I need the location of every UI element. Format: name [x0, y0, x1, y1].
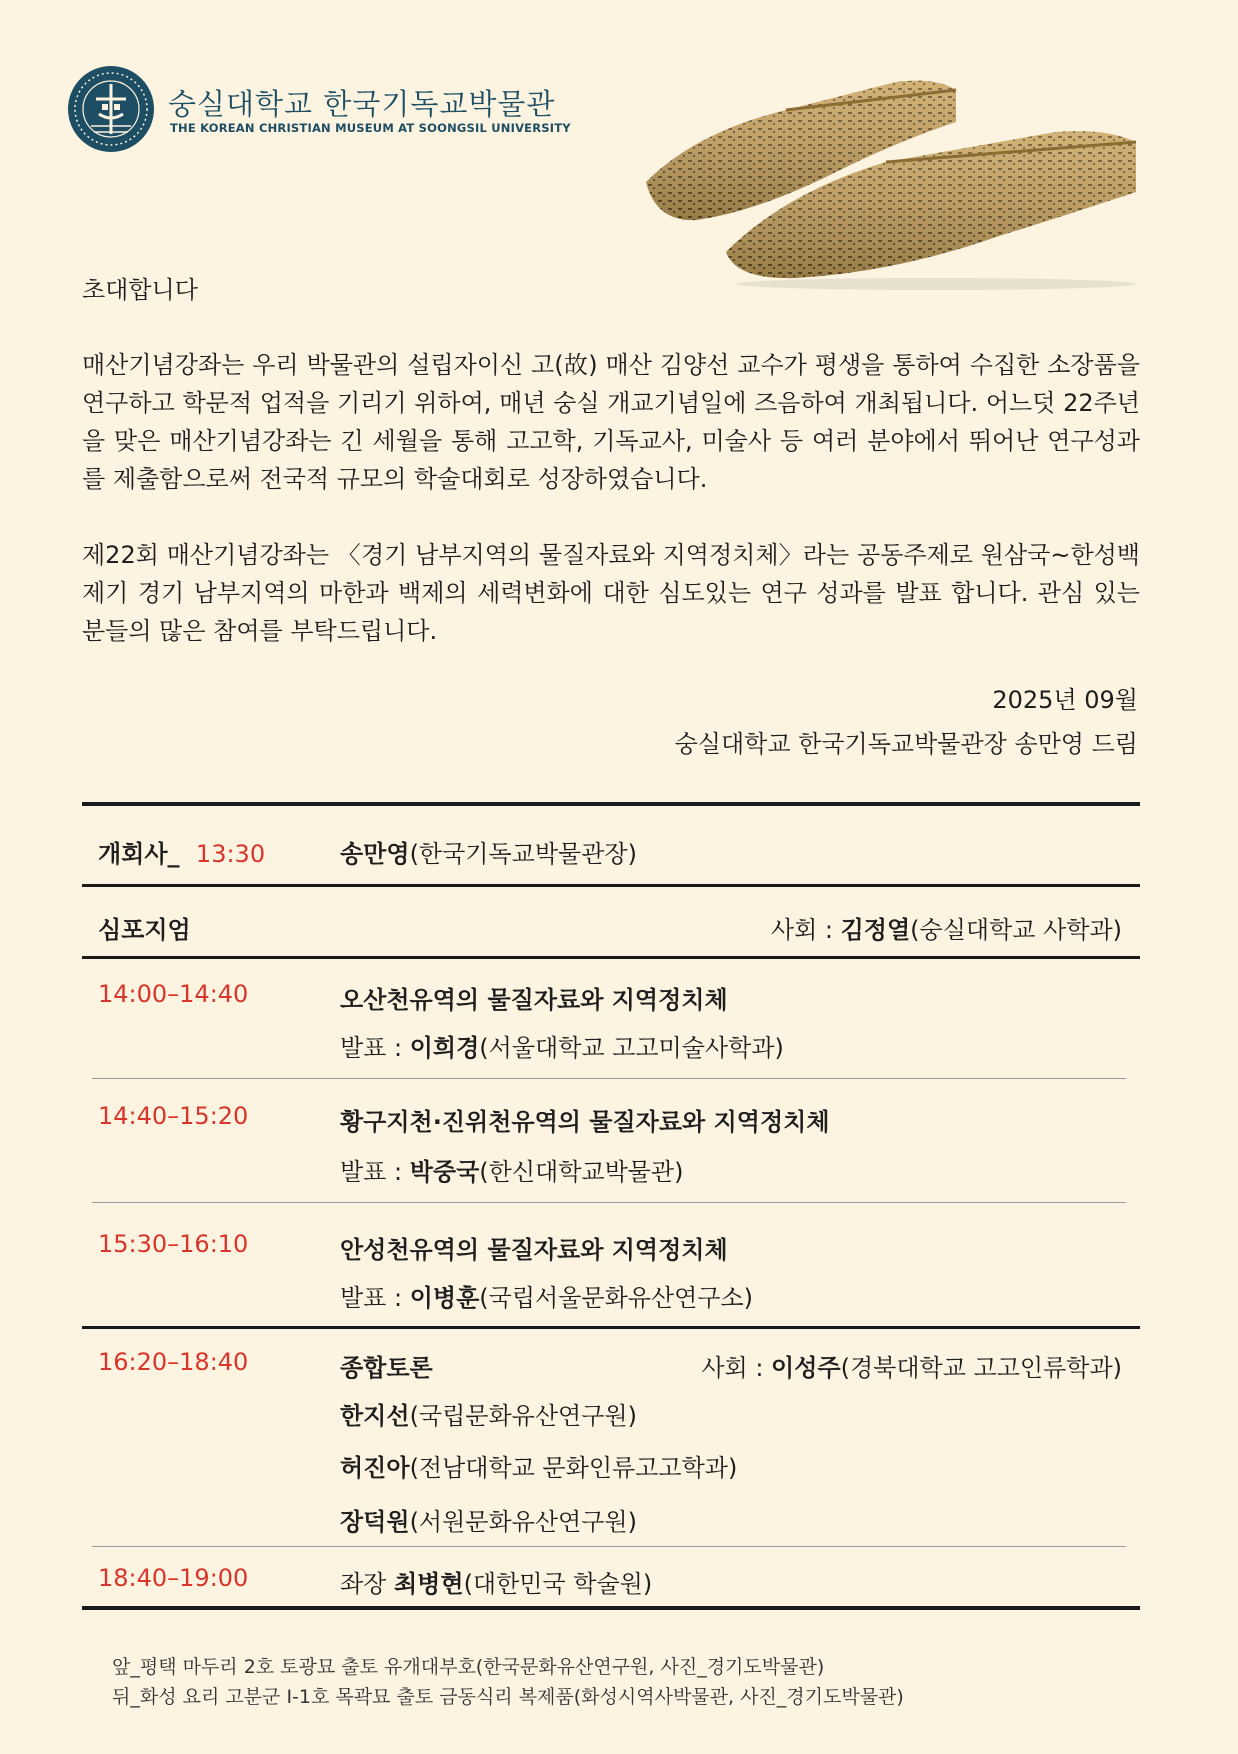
- talk-affiliation: (한신대학교박물관): [479, 1158, 684, 1186]
- museum-seal-icon: [66, 64, 156, 154]
- panelist: [340, 1502, 637, 1537]
- discussion-time: 16:20–18:40: [98, 1348, 249, 1376]
- opening-speaker-line: [340, 834, 637, 869]
- greeting-heading: 초대합니다: [82, 276, 198, 304]
- discussion-divider: [92, 1546, 1126, 1547]
- talk-presenter: 이희경: [409, 1034, 480, 1062]
- intro-paragraph: 매산기념강좌는 우리 박물관의 설립자이신 고(故) 매산 김양선 교수가 평생을 통하여 수집한 소장품을 연구하고 학문적 업적을 기리기 위하여, 매년 숭실 개교기념일에 즈음하여 개최됩니다. 어느덧 22주년을 맞은 매산기념강좌는 긴 세월을 통해 고고학, 기독교사, 미술사 등 여러 분야에서 뛰어난 연구성과를 제출함으로써 전국적 규모의 학술대회로 성장하였습니다.: [82, 351, 1140, 493]
- panelist-affiliation: (서원문화유산연구원): [409, 1508, 637, 1536]
- talk-presenter: 이병훈: [409, 1284, 480, 1312]
- program-bottom-rule: [82, 1606, 1140, 1610]
- closing-name: 최병현: [394, 1570, 464, 1598]
- talk-title: 안성천유역의 물질자료와 지역정치체: [340, 1236, 728, 1264]
- theme-paragraph: 제22회 매산기념강좌는 〈경기 남부지역의 물질자료와 지역정치체〉라는 공동주제로 원삼국~한성백제기 경기 남부지역의 마한과 백제의 세력변화에 대한 심도있는 연구 성과를 발표 합니다. 관심 있는 분들의 많은 참여를 부탁드립니다.: [82, 541, 1140, 645]
- talk-presenter-line: [340, 1028, 784, 1063]
- panelist: [340, 1448, 737, 1483]
- symposium-moderator: 김정열: [840, 916, 911, 944]
- panelist: [340, 1396, 637, 1431]
- symposium-moderator-line: [771, 910, 1122, 945]
- closing-time: 18:40–19:00: [98, 1564, 249, 1592]
- closing-chair-line: [340, 1564, 652, 1599]
- discussion-top-rule: [82, 1326, 1140, 1329]
- program-top-rule: [82, 802, 1140, 806]
- discussion-title: 종합토론: [340, 1354, 433, 1382]
- brand-english-name: THE KOREAN CHRISTIAN MUSEUM AT SOONGSIL UNIVERSITY: [170, 121, 571, 135]
- talk-divider: [92, 1078, 1126, 1079]
- talk-title: 황구지천·진위천유역의 물질자료와 지역정치체: [340, 1108, 830, 1136]
- talk-presenter-prefix: 발표 :: [340, 1284, 410, 1312]
- opening-affiliation: (한국기독교박물관장): [409, 840, 637, 868]
- opening-speaker: 송만영: [340, 840, 410, 868]
- talk-affiliation: (서울대학교 고고미술사학과): [479, 1034, 784, 1062]
- symposium-moderator-prefix: 사회 :: [770, 916, 841, 944]
- image-caption-back: 뒤_화성 요리 고분군 Ⅰ-1호 목곽묘 출토 금동식리 복제품(화성시역사박물관, 사진_경기도박물관): [112, 1686, 904, 1708]
- discussion-moderator-line: [701, 1348, 1122, 1383]
- discussion-moderator-prefix: 사회 :: [701, 1354, 772, 1382]
- discussion-moderator-affiliation: (경북대학교 고고인류학과): [840, 1354, 1122, 1382]
- image-caption-front: 앞_평택 마두리 2호 토광묘 출토 유개대부호(한국문화유산연구원, 사진_경기도박물관): [112, 1656, 825, 1678]
- opening-label-text: 개회사_: [98, 840, 180, 868]
- opening-label: [98, 834, 265, 869]
- symposium-moderator-affiliation: (숭실대학교 사학과): [910, 916, 1122, 944]
- talk-time: 14:00–14:40: [98, 980, 249, 1008]
- panelist-affiliation: (국립문화유산연구원): [409, 1402, 637, 1430]
- panelist-name: 한지선: [340, 1402, 410, 1430]
- panelist-name: 장덕원: [340, 1508, 410, 1536]
- talk-presenter-line: [340, 1278, 753, 1313]
- closing-affiliation: (대한민국 학술원): [463, 1570, 653, 1598]
- talk-divider: [92, 1202, 1126, 1203]
- letter-date: 2025년 09월: [992, 686, 1138, 714]
- panelist-affiliation: (전남대학교 문화인류고고학과): [409, 1454, 738, 1482]
- talk-title: 오산천유역의 물질자료와 지역정치체: [340, 986, 728, 1014]
- talk-presenter-prefix: 발표 :: [340, 1034, 410, 1062]
- talks-top-rule: [82, 956, 1140, 959]
- gilt-bronze-shoe-image: [636, 62, 1144, 294]
- talk-presenter: 박중국: [409, 1158, 480, 1186]
- letter-signature: 숭실대학교 한국기독교박물관장 송만영 드림: [674, 730, 1138, 758]
- panelist-name: 허진아: [340, 1454, 410, 1482]
- talk-presenter-line: [340, 1152, 683, 1187]
- brand-korean-name: 숭실대학교 한국기독교박물관: [168, 87, 556, 121]
- symposium-label: 심포지엄: [98, 916, 191, 944]
- talk-time: 15:30–16:10: [98, 1230, 249, 1258]
- symposium-top-rule: [82, 884, 1140, 887]
- closing-role: 좌장: [340, 1570, 394, 1598]
- talk-time: 14:40–15:20: [98, 1102, 249, 1130]
- talk-affiliation: (국립서울문화유산연구소): [479, 1284, 754, 1312]
- opening-time: 13:30: [195, 840, 266, 868]
- talk-presenter-prefix: 발표 :: [340, 1158, 410, 1186]
- discussion-moderator: 이성주: [771, 1354, 841, 1382]
